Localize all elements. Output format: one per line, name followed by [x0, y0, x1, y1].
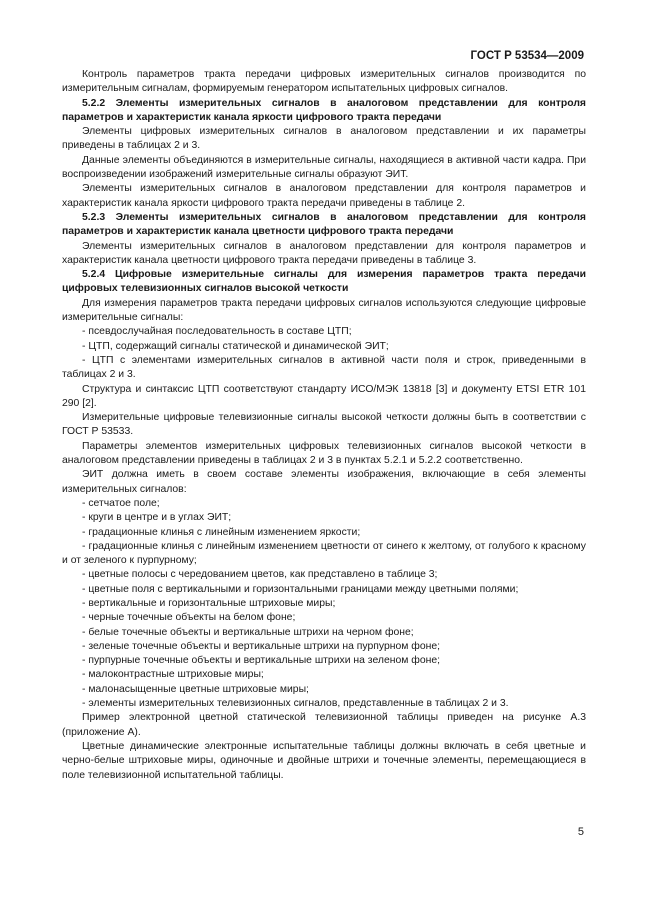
paragraph: Элементы измерительных сигналов в аналоговом представлении для контроля параметров и характеристик канала яркости цифрового тракта передачи приведены в таблице 2.	[62, 183, 586, 209]
list-item: - ЦТП с элементами измерительных сигналов в активной части поля и строк, приведенными в таблицах 2 и 3.	[62, 354, 586, 381]
paragraph: Пример электронной цветной статической телевизионной таблицы приведен на рисунке А.3 (приложение А).	[62, 712, 586, 738]
paragraph: Структура и синтаксис ЦТП соответствуют стандарту ИСО/МЭК 13818 [3] и документу ETSI ETR 101 290 [2].	[62, 383, 586, 409]
paragraph: Контроль параметров тракта передачи цифровых измерительных сигналов производится по измерительным сигналам, формируемым генератором испытательных цифровых сигналов.	[62, 69, 586, 95]
list-item: - пурпурные точечные объекты и вертикальные штрихи на зеленом фоне;	[82, 655, 441, 667]
list-item: - вертикальные и горизонтальные штриховые миры;	[82, 597, 336, 609]
section-heading-5-2-4: 5.2.4 Цифровые измерительные сигналы для измерения параметров тракта передачи цифровых телевизионных сигналов высокой четкости	[62, 269, 586, 295]
list-item: - малонасыщенные цветные штриховые миры;	[82, 683, 309, 695]
paragraph: Элементы цифровых измерительных сигналов в аналоговом представлении и их параметры приведены в таблицах 2 и 3.	[62, 126, 586, 152]
section-heading-5-2-2: 5.2.2 Элементы измерительных сигналов в аналоговом представлении для контроля параметров и характеристик канала яркости цифрового тракта передачи	[62, 97, 586, 123]
list-item: - белые точечные объекты и вертикальные штрихи на черном фоне;	[82, 626, 414, 638]
paragraph: ЭИТ должна иметь в своем составе элементы изображения, включающие в себя элементы измерительных сигналов:	[62, 469, 586, 495]
paragraph: Параметры элементов измерительных цифровых телевизионных сигналов высокой четкости в аналоговом представлении приведены в таблицах 2 и 3 в пунктах 5.2.1 и 5.2.2 соответственно.	[62, 440, 586, 467]
list-item: - градационные клинья с линейным изменением яркости;	[82, 526, 361, 538]
list-item: - псевдослучайная последовательность в составе ЦТП;	[82, 326, 352, 338]
list-item: - цветные поля с вертикальными и горизонтальными границами между цветными полями;	[82, 583, 519, 595]
list-item: - малоконтрастные штриховые миры;	[82, 669, 264, 681]
paragraph: Цветные динамические электронные испытательные таблицы должны включать в себя цветные и черно-белые штриховые миры, одиночные и двойные штрихи и точечные элементы, перемещающиеся в поле телевизионной испытательной таблицы.	[62, 740, 586, 781]
list-item: - сетчатое поле;	[82, 497, 160, 509]
page-number: 5	[577, 826, 584, 838]
paragraph: Для измерения параметров тракта передачи цифровых сигналов используются следующие цифровые измерительные сигналы:	[62, 297, 586, 324]
section-heading-5-2-3: 5.2.3 Элементы измерительных сигналов в аналоговом представлении для контроля параметров и характеристик канала цветности цифрового тракта передачи	[62, 211, 586, 238]
paragraph: Измерительные цифровые телевизионные сигналы высокой четкости должны быть в соответствии с ГОСТ Р 53533.	[62, 412, 586, 438]
list-item: - цветные полосы с чередованием цветов, как представлено в таблице 3;	[82, 569, 438, 581]
paragraph: Элементы измерительных сигналов в аналоговом представлении для контроля параметров и характеристик канала цветности цифрового тракта передачи приведены в таблице 3.	[62, 240, 586, 266]
document-body	[62, 68, 586, 783]
list-item: - ЦТП, содержащий сигналы статической и динамической ЭИТ;	[82, 340, 389, 352]
list-item: - зеленые точечные объекты и вертикальные штрихи на пурпурном фоне;	[82, 640, 441, 652]
document-id: ГОСТ Р 53534—2009	[470, 50, 584, 62]
list-item: - черные точечные объекты на белом фоне;	[82, 612, 296, 624]
list-item: - элементы измерительных телевизионных сигналов, представленные в таблицах 2 и 3.	[82, 698, 509, 710]
list-item: - круги в центре и в углах ЭИТ;	[82, 512, 232, 524]
paragraph: Данные элементы объединяются в измерительные сигналы, находящиеся в активной части кадра. При воспроизведении изображений измерительные сигналы образуют ЭИТ.	[62, 154, 586, 181]
list-item: - градационные клинья с линейным изменением цветности от синего к желтому, от голубого к красному и от зеленого к пурпурному;	[62, 540, 586, 567]
